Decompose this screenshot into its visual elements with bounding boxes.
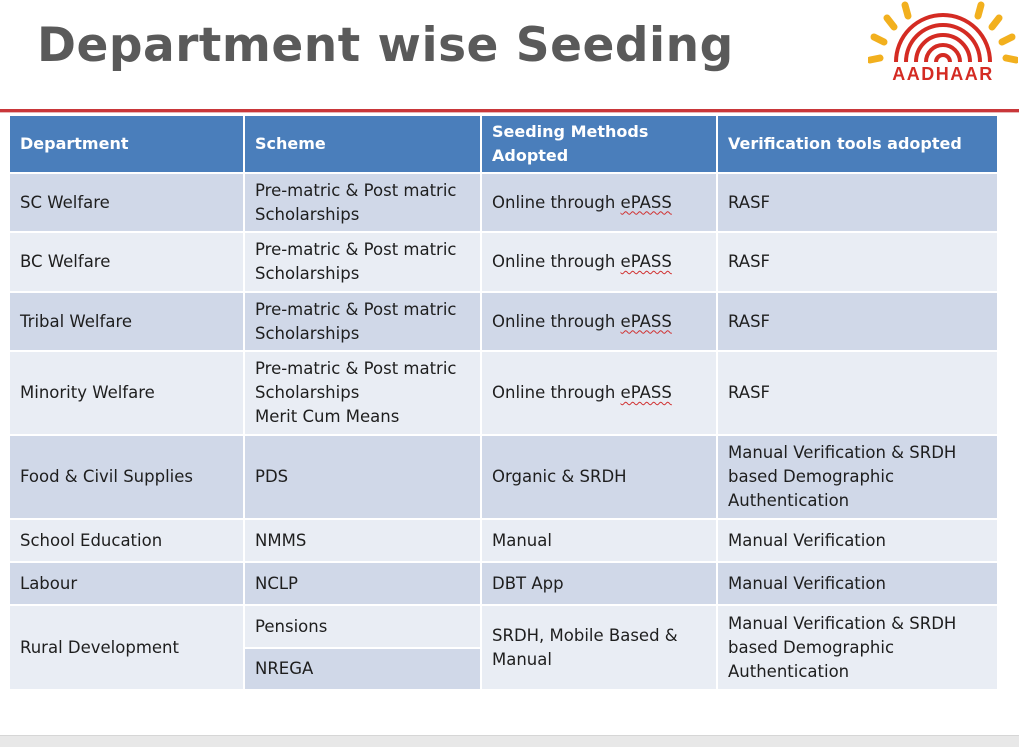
cell-department: Labour	[9, 562, 244, 605]
slide-title: Department wise Seeding	[37, 18, 734, 73]
table-row	[9, 351, 998, 435]
cell-verification-tool: RASF	[717, 173, 998, 232]
title-divider	[0, 109, 1019, 112]
tool-line: Authentication	[728, 491, 850, 510]
tool-line: Manual Verification & SRDH	[728, 613, 957, 633]
column-header-verification-tools: Verification tools adopted	[717, 115, 998, 173]
table-header-row	[9, 115, 998, 173]
cell-department: Rural Development	[9, 605, 244, 690]
table-row	[9, 173, 998, 232]
scheme-line: Merit Cum Means	[255, 407, 400, 426]
cell-scheme	[244, 292, 481, 351]
logo-wordmark: AADHAAR	[892, 64, 994, 84]
method-text: Online through	[492, 192, 621, 212]
seeding-table	[8, 114, 999, 691]
method-line: Manual	[492, 649, 552, 669]
table-row	[9, 605, 998, 648]
cell-seeding-method	[481, 232, 717, 292]
table-row	[9, 292, 998, 351]
cell-scheme: NREGA	[244, 648, 481, 690]
cell-seeding-method	[481, 351, 717, 435]
cell-verification-tool: Manual Verification	[717, 562, 998, 605]
spellcheck-term: ePASS	[620, 311, 672, 331]
cell-verification-tool: Manual Verification	[717, 519, 998, 562]
cell-department: Tribal Welfare	[9, 292, 244, 351]
cell-department: Food & Civil Supplies	[9, 435, 244, 519]
method-text: Online through	[492, 252, 621, 271]
cell-seeding-method: Organic & SRDH	[481, 435, 717, 519]
column-header-scheme: Scheme	[244, 115, 481, 173]
cell-verification-tool	[717, 605, 998, 690]
cell-seeding-method	[481, 292, 717, 351]
tool-line: based Demographic	[728, 637, 895, 657]
tool-line: Authentication	[728, 661, 850, 681]
column-header-seeding-methods: Seeding Methods Adopted	[481, 115, 717, 173]
cell-seeding-method	[481, 605, 717, 690]
table-row	[9, 232, 998, 292]
cell-verification-tool	[717, 435, 998, 519]
table-row	[9, 435, 998, 519]
table-row	[9, 519, 998, 562]
tool-line: Manual Verification & SRDH	[728, 443, 957, 462]
cell-department: Minority Welfare	[9, 351, 244, 435]
spellcheck-term: ePASS	[620, 192, 672, 212]
scheme-line: Pre-matric & Post matric	[255, 240, 457, 259]
method-text: Online through	[492, 383, 621, 402]
aadhaar-fingerprint-sun-icon	[868, 0, 1018, 68]
cell-scheme: NMMS	[244, 519, 481, 562]
cell-scheme: NCLP	[244, 562, 481, 605]
cell-seeding-method	[481, 173, 717, 232]
spellcheck-term: ePASS	[620, 383, 672, 402]
scheme-line: Pre-matric & Post matric	[255, 299, 457, 319]
scheme-line: Pre-matric & Post matric	[255, 180, 457, 200]
spellcheck-term: ePASS	[620, 252, 672, 271]
cell-department: BC Welfare	[9, 232, 244, 292]
cell-seeding-method: DBT App	[481, 562, 717, 605]
cell-verification-tool: RASF	[717, 292, 998, 351]
table-row	[9, 562, 998, 605]
cell-seeding-method: Manual	[481, 519, 717, 562]
cell-scheme: PDS	[244, 435, 481, 519]
method-text: Online through	[492, 311, 621, 331]
cell-verification-tool: RASF	[717, 232, 998, 292]
scheme-line: Pre-matric & Post matric	[255, 359, 457, 378]
cell-scheme	[244, 173, 481, 232]
column-header-department: Department	[9, 115, 244, 173]
scheme-line: Scholarships	[255, 323, 360, 343]
cell-department: SC Welfare	[9, 173, 244, 232]
aadhaar-logo	[868, 0, 1018, 92]
scheme-line: Scholarships	[255, 264, 360, 283]
cell-scheme: Pensions	[244, 605, 481, 648]
tool-line: based Demographic	[728, 467, 895, 486]
cell-scheme	[244, 351, 481, 435]
cell-department: School Education	[9, 519, 244, 562]
method-line: SRDH, Mobile Based &	[492, 625, 678, 645]
cell-scheme	[244, 232, 481, 292]
scheme-line: Scholarships	[255, 383, 360, 402]
cell-verification-tool: RASF	[717, 351, 998, 435]
bottom-scroll-edge	[0, 735, 1019, 747]
scheme-line: Scholarships	[255, 204, 360, 224]
